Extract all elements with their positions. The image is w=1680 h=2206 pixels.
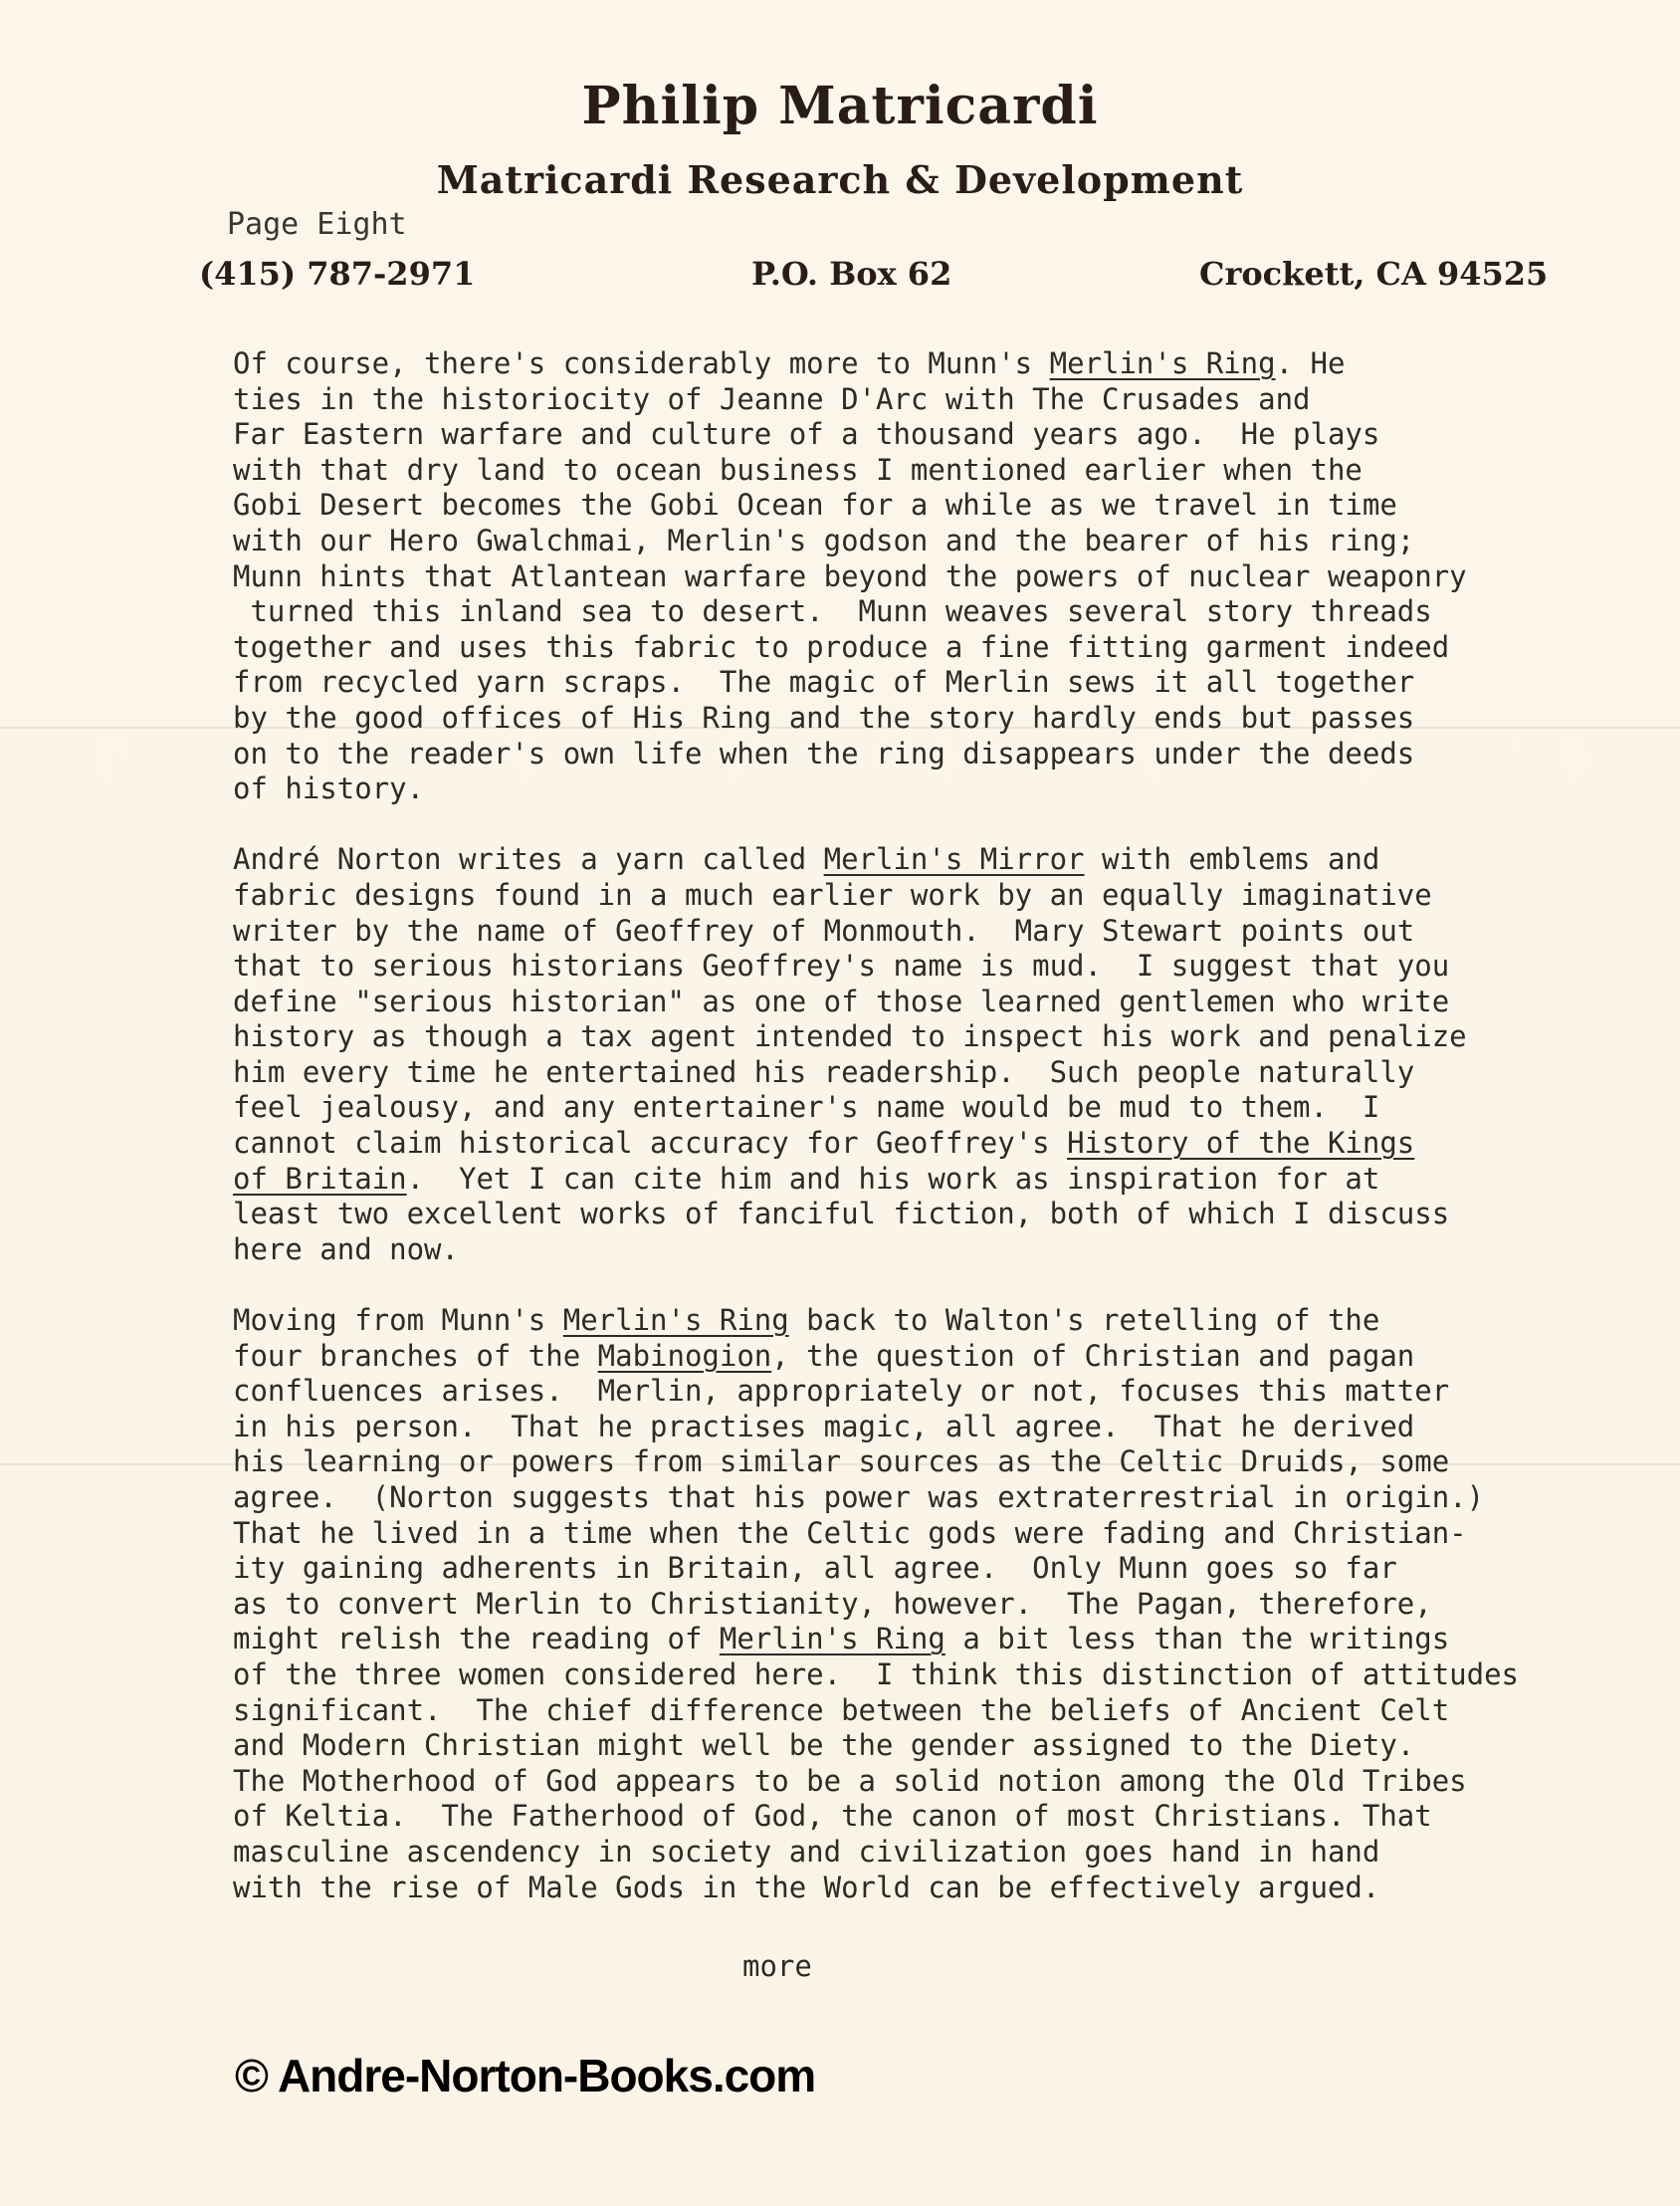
- paragraph-gap: [233, 1267, 1666, 1303]
- text-line: [233, 772, 1666, 807]
- text-segment: and Modern Christian might well be the gender assigned to the Diety.: [233, 1728, 1415, 1763]
- text-segment: . Yet I can cite him and his work as inspiration for at: [406, 1161, 1380, 1196]
- text-line: [233, 1374, 1666, 1410]
- text-segment: Of course, there's considerably more to Munn's: [233, 346, 1050, 380]
- text-segment: might relish the reading of: [233, 1622, 720, 1656]
- text-segment: cannot claim historical accuracy for Geoffrey's: [233, 1126, 1068, 1161]
- text-segment: . He: [1275, 346, 1346, 380]
- text-segment: by the good offices of His Ring and the story hardly ends but passes: [233, 700, 1415, 735]
- text-line: [233, 914, 1666, 950]
- text-segment: in his person. That he practises magic, all agree. That he derived: [233, 1409, 1415, 1443]
- text-line: [233, 949, 1666, 985]
- text-line: [233, 842, 1666, 878]
- text-line: [233, 1622, 1666, 1657]
- text-line: [233, 878, 1666, 914]
- text-line: [233, 1551, 1666, 1587]
- text-line: [233, 488, 1666, 524]
- text-line: [233, 346, 1666, 382]
- text-segment: history as though a tax agent intended to inspect his work and penalize: [233, 1019, 1467, 1054]
- text-segment: agree. (Norton suggests that his power was extraterrestrial in origin.): [233, 1480, 1485, 1514]
- text-line: [233, 1232, 1666, 1268]
- text-segment: That he lived in a time when the Celtic gods were fading and Christian-: [233, 1515, 1467, 1550]
- text-line: [233, 1764, 1666, 1800]
- text-segment: on to the reader's own life when the ring disappears under the deeds: [233, 736, 1415, 771]
- text-line: [233, 1835, 1666, 1871]
- text-line: [233, 1303, 1666, 1339]
- text-line: [233, 1587, 1666, 1623]
- text-line: [233, 1162, 1666, 1198]
- text-segment: back to Walton's retelling of the: [788, 1303, 1380, 1338]
- text-line: [233, 1444, 1666, 1480]
- text-segment: his learning or powers from similar sources as the Celtic Druids, some: [233, 1444, 1450, 1479]
- text-segment: ity gaining adherents in Britain, all agree. Only Munn goes so far: [233, 1551, 1397, 1586]
- text-segment: here and now.: [233, 1231, 459, 1266]
- text-line: [233, 559, 1666, 595]
- text-line: [233, 1480, 1666, 1516]
- underlined-title: Merlin's Ring: [562, 1303, 789, 1338]
- text-segment: of Keltia. The Fatherhood of God, the canon of most Christians. That: [233, 1799, 1432, 1834]
- text-line: [233, 524, 1666, 559]
- text-segment: with that dry land to ocean business I mentioned earlier when the: [233, 452, 1363, 487]
- text-line: [233, 1339, 1666, 1375]
- letterhead-company: Matricardi Research & Development: [436, 157, 1244, 202]
- letterhead-city: Crockett, CA 94525: [1199, 255, 1549, 293]
- text-segment: with the rise of Male Gods in the World can be effectively argued.: [233, 1870, 1380, 1904]
- text-line: [233, 1126, 1666, 1162]
- text-line: [233, 1055, 1666, 1091]
- text-segment: turned this inland sea to desert. Munn weaves several story threads: [233, 594, 1432, 629]
- letterhead-phone: (415) 787-2971: [199, 255, 476, 293]
- text-line: [233, 453, 1666, 489]
- underlined-title: Mabinogion: [597, 1338, 772, 1373]
- underlined-title: of Britain: [233, 1161, 407, 1196]
- text-line: [233, 1693, 1666, 1729]
- text-line: [233, 630, 1666, 666]
- page-label: Page Eight: [227, 207, 407, 242]
- text-segment: a bit less than the writings: [945, 1622, 1450, 1656]
- text-line: [233, 1090, 1666, 1126]
- text-line: [233, 1516, 1666, 1552]
- text-line: [233, 1019, 1666, 1055]
- text-segment: Gobi Desert becomes the Gobi Ocean for a while as we travel in time: [233, 488, 1397, 523]
- text-segment: from recycled yarn scraps. The magic of Merlin sews it all together: [233, 665, 1415, 700]
- text-segment: confluences arises. Merlin, appropriately or not, focuses this matter: [233, 1374, 1450, 1409]
- text-line: [233, 701, 1666, 737]
- text-line: [233, 1657, 1666, 1693]
- text-segment: fabric designs found in a much earlier work by an equally imaginative: [233, 877, 1432, 912]
- text-segment: masculine ascendency in society and civilization goes hand in hand: [233, 1834, 1380, 1869]
- text-line: [233, 417, 1666, 453]
- letterhead-name: Philip Matricardi: [581, 76, 1099, 136]
- underlined-title: Merlin's Mirror: [823, 842, 1085, 877]
- text-line: [233, 594, 1666, 630]
- text-segment: of history.: [233, 772, 425, 806]
- text-segment: significant. The chief difference between the beliefs of Ancient Celt: [233, 1692, 1450, 1727]
- letterhead-pobox: P.O. Box 62: [751, 255, 952, 293]
- text-segment: ties in the historiocity of Jeanne D'Arc with The Crusades and: [233, 381, 1311, 416]
- text-segment: four branches of the: [233, 1338, 598, 1373]
- text-segment: as to convert Merlin to Christianity, however. The Pagan, therefore,: [233, 1586, 1432, 1621]
- watermark-copyright: © Andre-Norton-Books.com: [235, 2050, 816, 2101]
- text-segment: that to serious historians Geoffrey's name is mud. I suggest that you: [233, 949, 1450, 984]
- text-line: [233, 665, 1666, 701]
- underlined-title: Merlin's Ring: [1049, 346, 1276, 380]
- text-segment: Munn hints that Atlantean warfare beyond the powers of nuclear weaponry: [233, 558, 1467, 593]
- text-segment: Far Eastern warfare and culture of a thousand years ago. He plays: [233, 417, 1380, 452]
- text-segment: André Norton writes a yarn called: [233, 842, 824, 877]
- text-segment: feel jealousy, and any entertainer's name would be mud to them. I: [233, 1090, 1380, 1125]
- underlined-title: History of the Kings: [1067, 1126, 1415, 1161]
- text-segment: The Motherhood of God appears to be a solid notion among the Old Tribes: [233, 1763, 1467, 1798]
- text-line: [233, 1871, 1666, 1906]
- text-segment: , the question of Christian and pagan: [771, 1338, 1415, 1373]
- text-segment: him every time he entertained his readership. Such people naturally: [233, 1054, 1415, 1089]
- text-segment: with emblems and: [1084, 842, 1380, 877]
- underlined-title: Merlin's Ring: [719, 1622, 945, 1656]
- text-line: [233, 985, 1666, 1020]
- text-line: [233, 1728, 1666, 1764]
- text-segment: writer by the name of Geoffrey of Monmouth. Mary Stewart points out: [233, 913, 1415, 948]
- text-segment: of the three women considered here. I think this distinction of attitudes: [233, 1656, 1520, 1691]
- text-segment: with our Hero Gwalchmai, Merlin's godson and the bearer of his ring;: [233, 523, 1415, 557]
- text-segment: least two excellent works of fanciful fiction, both of which I discuss: [233, 1197, 1450, 1231]
- letter-body: [233, 346, 1666, 1905]
- paragraph-gap: [233, 807, 1666, 843]
- text-segment: Moving from Munn's: [233, 1303, 563, 1338]
- text-line: [233, 1197, 1666, 1232]
- text-segment: together and uses this fabric to produce a fine fitting garment indeed: [233, 629, 1450, 664]
- text-line: [233, 737, 1666, 772]
- text-line: [233, 1410, 1666, 1445]
- continuation-marker: more: [742, 1949, 812, 1983]
- text-segment: define "serious historian" as one of those learned gentlemen who write: [233, 984, 1450, 1018]
- text-line: [233, 382, 1666, 418]
- text-line: [233, 1799, 1666, 1835]
